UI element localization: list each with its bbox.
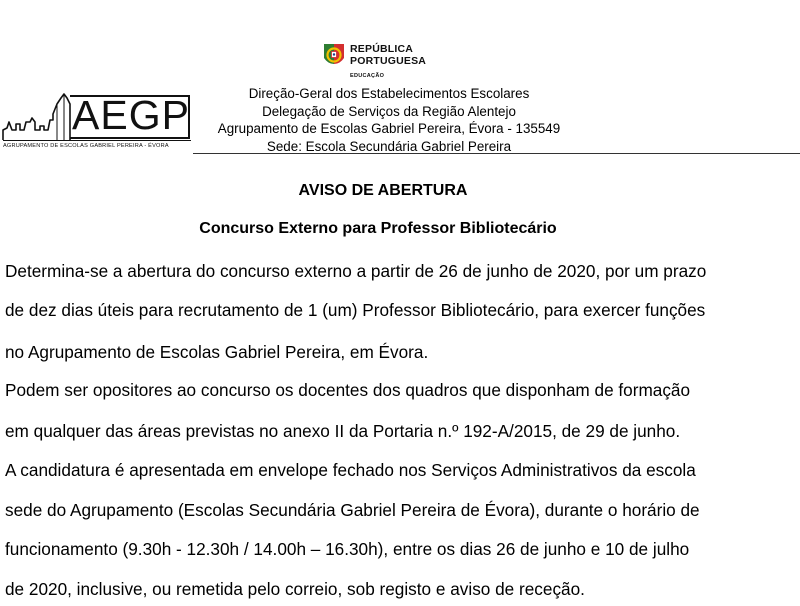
body-line: no Agrupamento de Escolas Gabriel Pereira, em Évora. [5, 342, 429, 362]
header-divider [193, 153, 800, 154]
body-line: A candidatura é apresentada em envelope fechado nos Serviços Administrativos da escola [5, 460, 696, 480]
aegp-tagline: AGRUPAMENTO DE ESCOLAS GABRIEL PEREIRA - ÉVORA [3, 143, 169, 149]
body-line: Podem ser opositores ao concurso os docentes dos quadros que disponham de formação [5, 380, 691, 400]
document-subtitle: Concurso Externo para Professor Bibliotecário [199, 220, 557, 237]
skyline-icon [0, 92, 78, 142]
body-line: em qualquer das áreas previstas no anexo II da Portaria n.º 192-A/2015, de 29 de junho. [5, 421, 681, 441]
portuguese-emblem-icon [322, 42, 346, 72]
republic-line-1: REPÚBLICA [350, 43, 414, 55]
institution-block [196, 85, 582, 155]
republic-line-2: PORTUGUESA [350, 55, 427, 67]
institution-line: Sede: Escola Secundária Gabriel Pereira [266, 138, 512, 154]
body-line: Determina-se a abertura do concurso externo a partir de 26 de junho de 2020, por um prazo [5, 261, 707, 281]
aegp-letters: AEGP [72, 92, 190, 138]
aegp-divider [3, 140, 191, 141]
republic-ministry: EDUCAÇÃO [350, 73, 385, 79]
body-line: de 2020, inclusive, ou remetida pelo correio, sob registo e aviso de receção. [5, 579, 585, 599]
institution-line: Agrupamento de Escolas Gabriel Pereira, Évora - 135549 [217, 121, 561, 136]
institution-line: Direção-Geral dos Estabelecimentos Escolares [248, 86, 530, 101]
body-line: sede do Agrupamento (Escolas Secundária Gabriel Pereira de Évora), durante o horário de [5, 500, 700, 520]
republica-portuguesa-logo [322, 40, 452, 88]
aegp-school-logo [0, 92, 200, 154]
institution-line: Delegação de Serviços da Região Alentejo [262, 103, 516, 119]
body-line: de dez dias úteis para recrutamento de 1 (um) Professor Bibliotecário, para exercer funções [5, 300, 706, 320]
body-line: funcionamento (9.30h - 12.30h / 14.00h – 16.30h), entre os dias 26 de junho e 10 de julho [5, 539, 690, 559]
document-title: AVISO DE ABERTURA [298, 182, 468, 199]
